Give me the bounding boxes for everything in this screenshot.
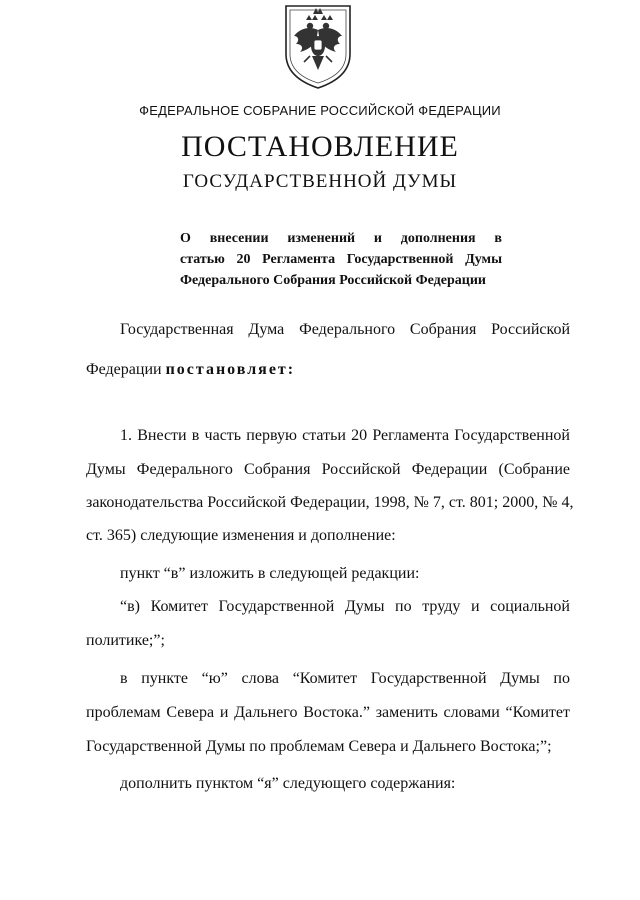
item-1-line-1: 1. Внести в часть первую статьи 20 Регламента Государственной (120, 427, 570, 444)
clause-v-text-line-1: “в) Комитет Государственной Думы по труду и социальной (120, 598, 570, 615)
item-1-line-2: Думы Федерального Собрания Российской Федерации (Собрание (86, 461, 570, 478)
clause-ya-instruction: дополнить пунктом “я” следующего содержания: (120, 775, 456, 792)
preamble-line-1: Государственная Дума Федерального Собрания Российской (120, 321, 570, 338)
clause-v-text-line-2: политике;”; (86, 632, 165, 649)
assembly-name: ФЕДЕРАЛЬНОЕ СОБРАНИЕ РОССИЙСКОЙ ФЕДЕРАЦИИ (139, 103, 501, 118)
document-subtitle: ГОСУДАРСТВЕННОЙ ДУМЫ (182, 171, 458, 192)
clause-yu-line-1: в пункте “ю” слова “Комитет Государственной Думы по (120, 670, 570, 687)
clause-v-instruction: пункт “в” изложить в следующей редакции: (120, 565, 420, 582)
document-title: ПОСТАНОВЛЕНИЕ (181, 130, 459, 163)
about-line-1: О внесении изменений и дополнения в (180, 231, 502, 246)
coat-of-arms-emblem (280, 2, 356, 90)
clause-yu-line-2: проблемам Севера и Дальнего Востока.” заменить словами “Комитет (86, 704, 570, 721)
item-1-line-4: ст. 365) следующие изменения и дополнение: (86, 527, 396, 544)
clause-yu-line-3: Государственной Думы по проблемам Севера и Дальнего Востока;”; (86, 738, 552, 755)
about-line-3: Федерального Собрания Российской Федерации (180, 273, 486, 288)
about-line-2: статью 20 Регламента Государственной Думы (180, 252, 502, 267)
item-1-line-3: законодательства Российской Федерации, 1998, № 7, ст. 801; 2000, № 4, (86, 494, 574, 511)
decree-word: постановляет: (165, 361, 296, 378)
preamble-line-2 (86, 361, 570, 379)
preamble-prefix: Федерации (86, 361, 166, 378)
